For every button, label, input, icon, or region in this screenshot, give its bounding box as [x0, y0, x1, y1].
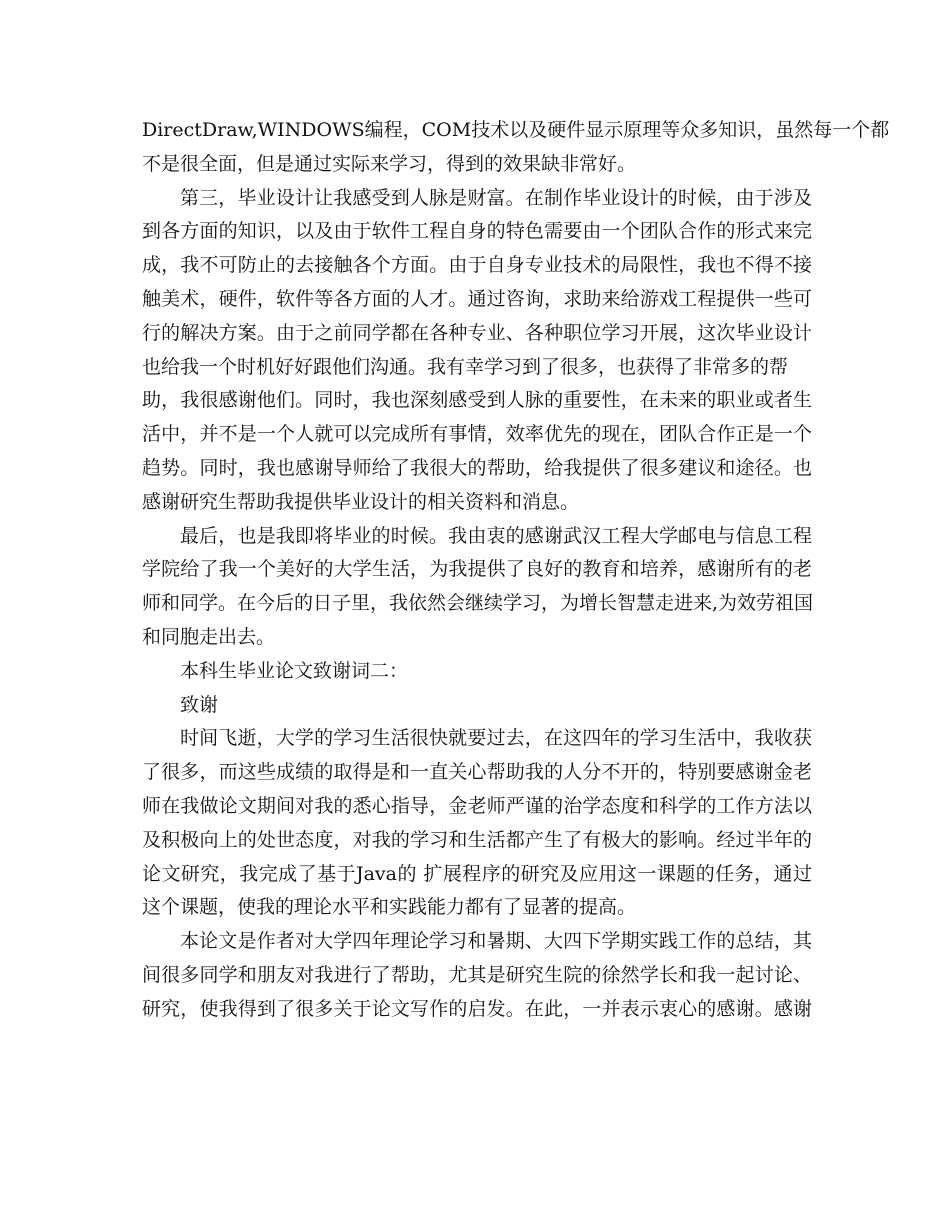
text-line: 活中，并不是一个人就可以完成所有事情，效率优先的现在，团队合作正是一个	[142, 423, 812, 446]
text-line: 最后，也是我即将毕业的时候。我由衷的感谢武汉工程大学邮电与信息工程	[180, 524, 812, 547]
text-line: 时间飞逝，大学的学习生活很快就要过去，在这四年的学习生活中，我收获	[180, 727, 812, 750]
text-line: 也给我一个时机好好跟他们沟通。我有幸学习到了很多，也获得了非常多的帮	[142, 355, 789, 378]
text-line: 行的解决方案。由于之前同学都在各种专业、各种职位学习开展，这次毕业设计	[142, 321, 812, 344]
text-line: 成，我不可防止的去接触各个方面。由于自身专业技术的局限性，我也不得不接	[142, 254, 812, 277]
text-line: 致谢	[180, 693, 219, 716]
text-line: 及积极向上的处世态度，对我的学习和生活都产生了有极大的影响。经过半年的	[142, 828, 812, 851]
text-line: 和同胞走出去。	[142, 625, 276, 648]
text-line: 师在我做论文期间对我的悉心指导，金老师严谨的治学态度和科学的工作方法以	[142, 794, 812, 817]
text-line: 触美术，硬件，软件等各方面的人才。通过咨询，求助来给游戏工程提供一些可	[142, 287, 812, 310]
text-line: 到各方面的知识，以及由于软件工程自身的特色需要由一个团队合作的形式来完	[142, 220, 812, 243]
text-line: 不是很全面，但是通过实际来学习，得到的效果缺非常好。	[142, 152, 637, 175]
text-line: 师和同学。在今后的日子里，我依然会继续学习，为增长智慧走进来,为效劳祖国	[142, 592, 814, 615]
text-line: 助，我很感谢他们。同时，我也深刻感受到人脉的重要性，在未来的职业或者生	[142, 389, 812, 412]
text-line: 本科生毕业论文致谢词二：	[180, 659, 409, 682]
text-line: 间很多同学和朋友对我进行了帮助，尤其是研究生院的徐然学长和我一起讨论、	[142, 963, 812, 986]
text-line: 感谢研究生帮助我提供毕业设计的相关资料和消息。	[142, 490, 580, 513]
text-line: 第三，毕业设计让我感受到人脉是财富。在制作毕业设计的时候，由于涉及	[180, 186, 812, 209]
text-line: 了很多，而这些成绩的取得是和一直关心帮助我的人分不开的，特别要感谢金老	[142, 761, 812, 784]
text-line: 这个课题，使我的理论水平和实践能力都有了显著的提高。	[142, 896, 637, 919]
text-line: 研究，使我得到了很多关于论文写作的启发。在此，一并表示衷心的感谢。感谢	[142, 997, 812, 1020]
text-line: 趋势。同时，我也感谢导师给了我很大的帮助，给我提供了很多建议和途径。也	[142, 456, 812, 479]
text-line: 论文研究，我完成了基于Java的 扩展程序的研究及应用这一课题的任务，通过	[142, 862, 812, 885]
body-text	[142, 114, 890, 1027]
text-line: 本论文是作者对大学四年理论学习和暑期、大四下学期实践工作的总结，其	[180, 930, 812, 953]
text-line: 学院给了我一个美好的大学生活，为我提供了良好的教育和培养，感谢所有的老	[142, 558, 812, 581]
text-line: DirectDraw,WINDOWS编程，COM技术以及硬件显示原理等众多知识，虽然每一个都	[142, 119, 890, 141]
